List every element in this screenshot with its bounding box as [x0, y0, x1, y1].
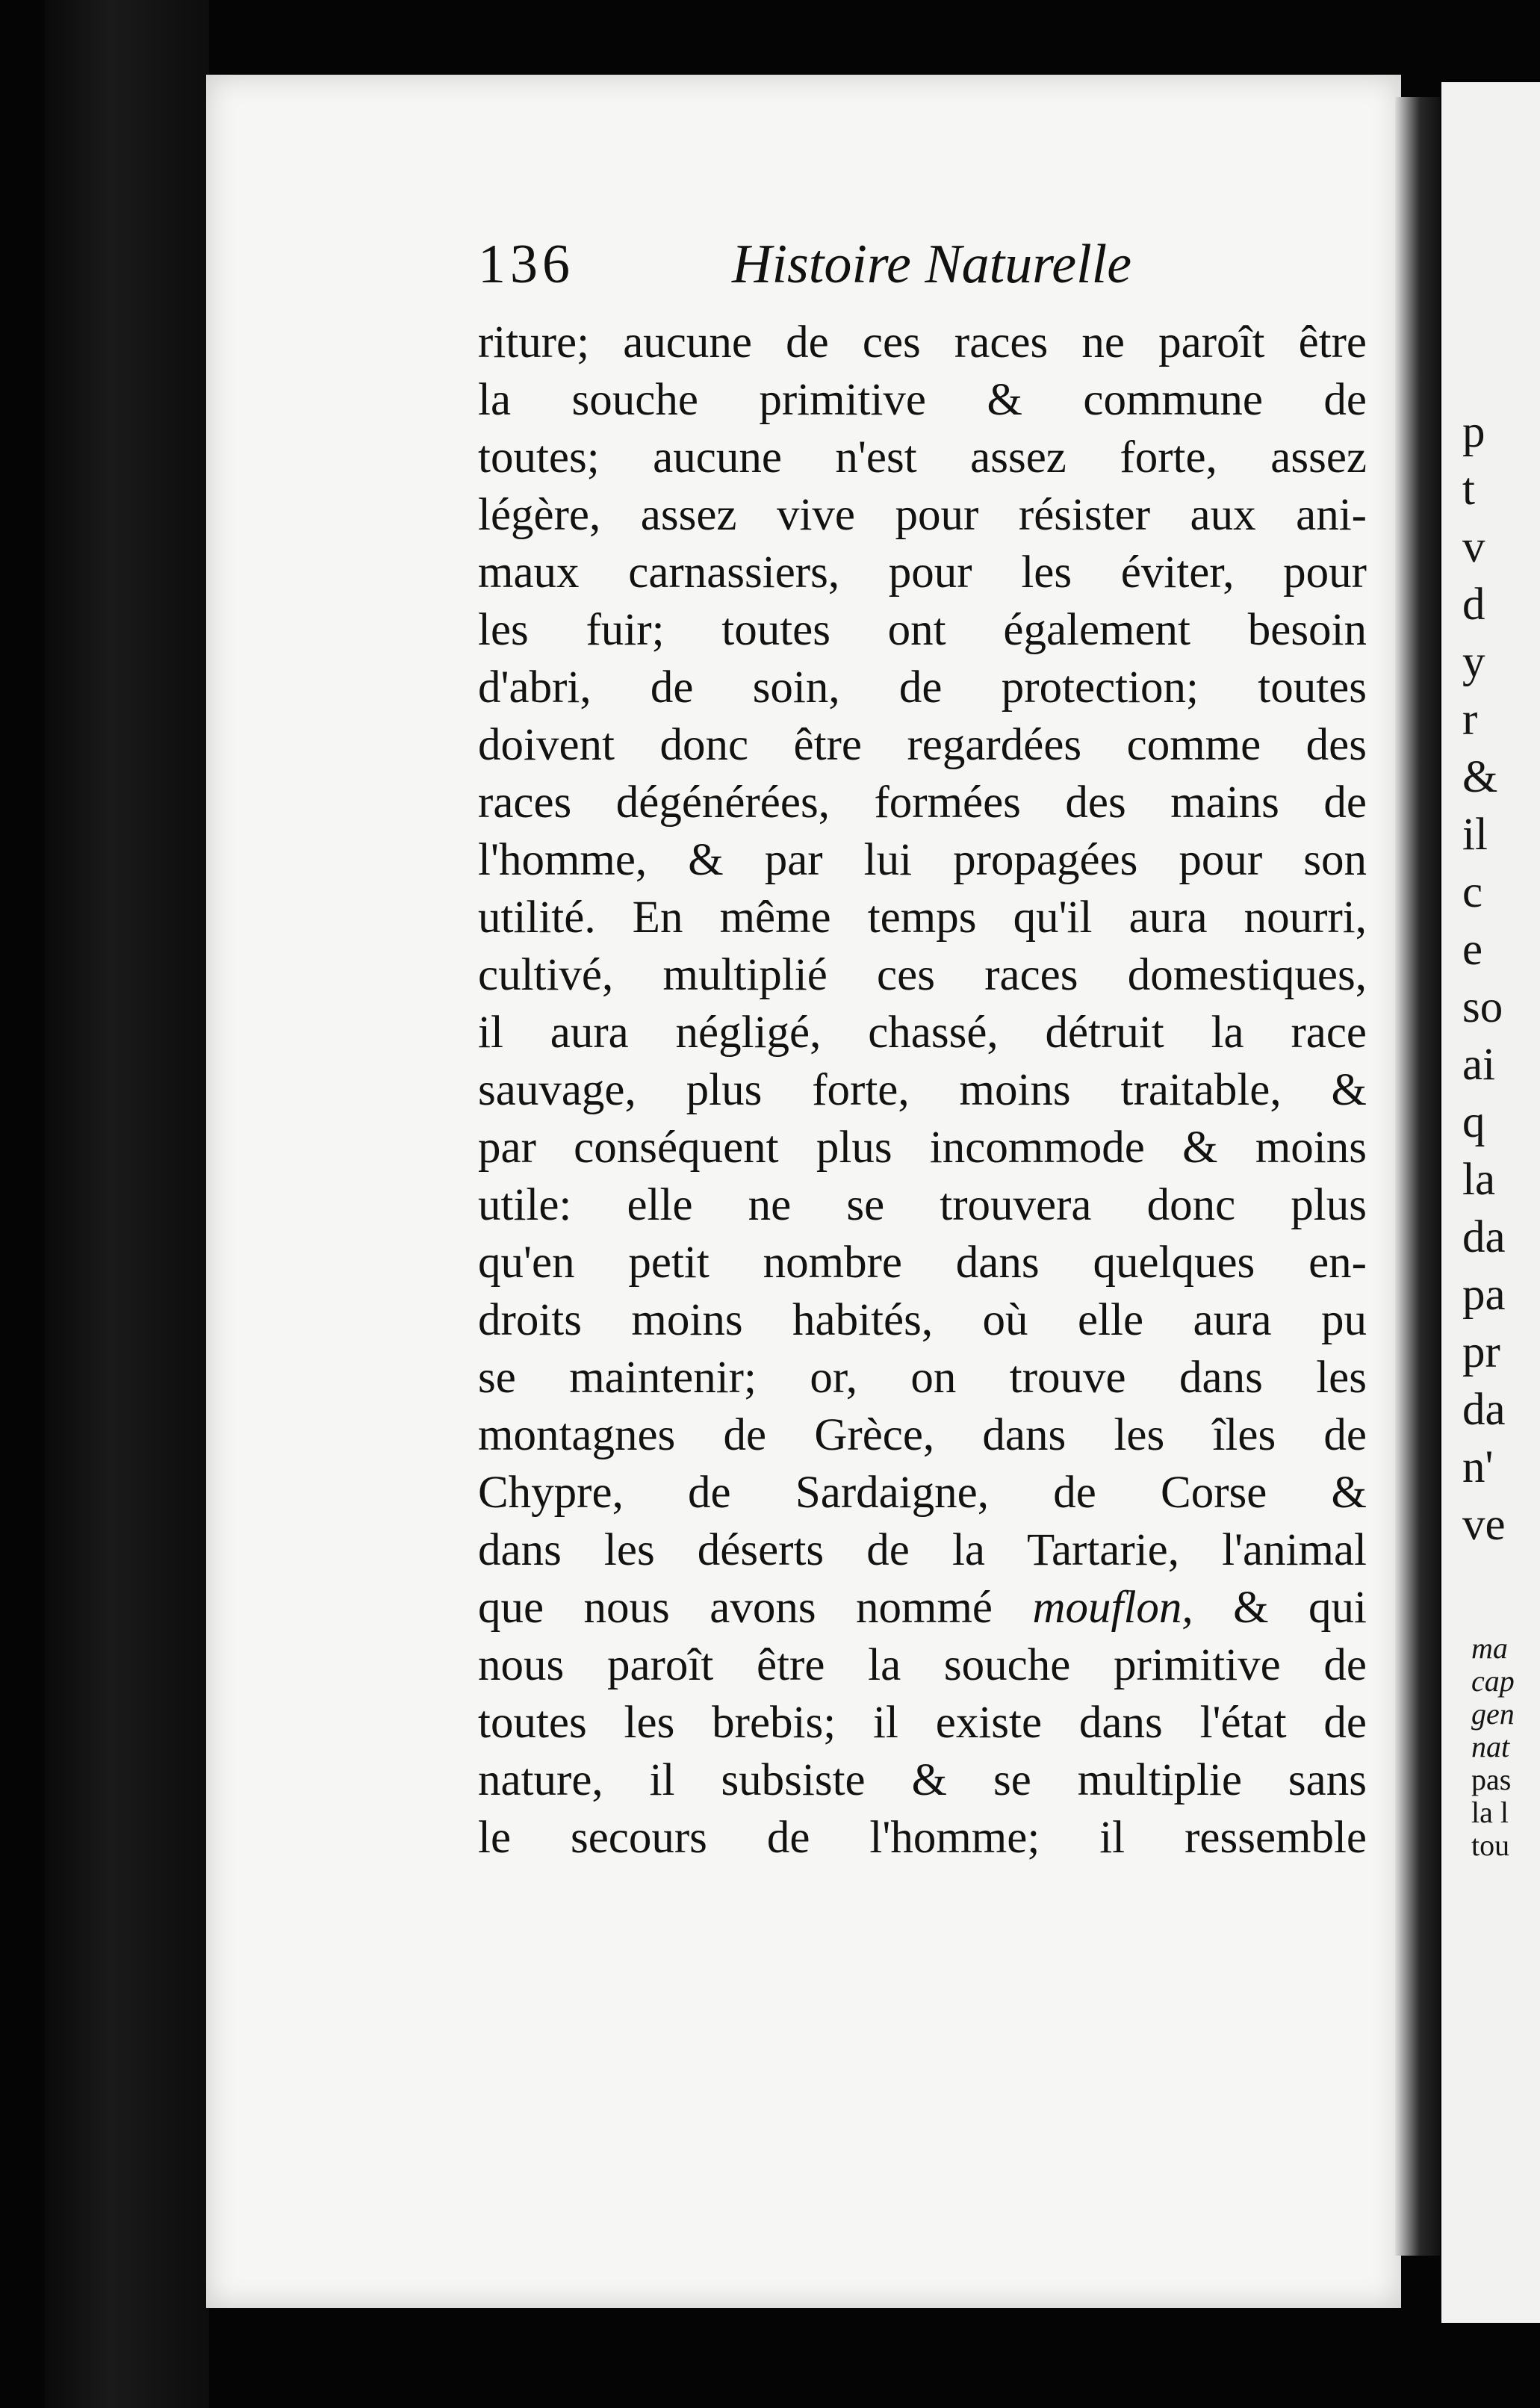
text-line: Chypre, de Sardaigne, de Corse &	[478, 1468, 1367, 1518]
text-line: par conséquent plus incommode & moins	[478, 1123, 1367, 1173]
page-header	[478, 233, 1300, 315]
adjacent-line: pa	[1462, 1270, 1506, 1320]
text-line: dans les déserts de la Tartarie, l'animal	[478, 1525, 1367, 1575]
text-segment: & qui	[1193, 1583, 1367, 1633]
text-line: se maintenir; or, on trouve dans les	[478, 1353, 1367, 1403]
adjacent-line: da	[1462, 1212, 1506, 1262]
adjacent-line: r	[1462, 695, 1478, 745]
italic-term-mouflon: mouflon,	[1032, 1583, 1193, 1633]
adjacent-note-line: ma	[1471, 1631, 1508, 1665]
adjacent-note-line: pas	[1471, 1763, 1512, 1796]
adjacent-line: q	[1462, 1097, 1485, 1147]
text-line: qu'en petit nombre dans quelques en-	[478, 1238, 1367, 1288]
adjacent-line: p	[1462, 407, 1485, 457]
text-line: sauvage, plus forte, moins traitable, &	[478, 1065, 1367, 1115]
adjacent-line: &	[1462, 752, 1498, 802]
text-line: droits moins habités, où elle aura pu	[478, 1295, 1367, 1345]
adjacent-line: ai	[1462, 1040, 1496, 1090]
text-line-mouflon	[478, 1579, 1367, 1636]
adjacent-line: ve	[1462, 1500, 1506, 1550]
text-line: doivent donc être regardées comme des	[478, 720, 1367, 770]
adjacent-note-line: la l	[1471, 1796, 1509, 1829]
adjacent-line: da	[1462, 1385, 1506, 1435]
text-line: d'abri, de soin, de protection; toutes	[478, 662, 1367, 713]
page-gutter	[1395, 97, 1440, 2256]
adjacent-page-text	[1462, 403, 1506, 1554]
adjacent-line: v	[1462, 522, 1485, 572]
adjacent-note-line: nat	[1471, 1730, 1510, 1763]
text-line: montagnes de Grèce, dans les îles de	[478, 1410, 1367, 1460]
running-title: Histoire Naturelle	[732, 234, 1132, 295]
adjacent-line: d	[1462, 580, 1485, 630]
text-line: nature, il subsiste & se multiplie sans	[478, 1755, 1367, 1805]
adjacent-line: e	[1462, 925, 1483, 975]
text-line: utilité. En même temps qu'il aura nourri,	[478, 893, 1367, 943]
text-line: maux carnassiers, pour les éviter, pour	[478, 547, 1367, 598]
text-line: cultivé, multiplié ces races domestiques,	[478, 950, 1367, 1000]
text-line: nous paroît être la souche primitive de	[478, 1640, 1367, 1690]
body-text	[478, 314, 1367, 1866]
text-line: utile: elle ne se trouvera donc plus	[478, 1180, 1367, 1230]
adjacent-note-line: gen	[1471, 1697, 1515, 1731]
adjacent-line: n'	[1462, 1442, 1494, 1492]
text-line: légère, assez vive pour résister aux ani-	[478, 490, 1367, 540]
adjacent-line: pr	[1462, 1327, 1500, 1377]
adjacent-line: so	[1462, 982, 1503, 1032]
text-line: les fuir; toutes ont également besoin	[478, 605, 1367, 655]
book-binding-shadow	[45, 0, 209, 2408]
text-line: toutes; aucune n'est assez forte, assez	[478, 432, 1367, 482]
text-line: il aura négligé, chassé, détruit la race	[478, 1008, 1367, 1058]
adjacent-note-line: cap	[1471, 1664, 1515, 1698]
text-line: riture; aucune de ces races ne paroît être	[478, 317, 1367, 367]
text-line: races dégénérées, formées des mains de	[478, 778, 1367, 828]
adjacent-line: il	[1462, 810, 1488, 860]
adjacent-line: t	[1462, 465, 1475, 515]
adjacent-note-line: tou	[1471, 1828, 1510, 1862]
text-line: toutes les brebis; il existe dans l'état de	[478, 1698, 1367, 1748]
text-segment: que nous avons nommé	[478, 1583, 1033, 1633]
page-number: 136	[478, 234, 574, 295]
text-line: la souche primitive & commune de	[478, 375, 1367, 425]
adjacent-line: la	[1462, 1155, 1496, 1205]
adjacent-line: c	[1462, 867, 1483, 917]
adjacent-line: y	[1462, 637, 1485, 687]
adjacent-page	[1441, 82, 1540, 2323]
text-line: l'homme, & par lui propagées pour son	[478, 835, 1367, 885]
text-line: le secours de l'homme; il ressemble	[478, 1813, 1367, 1863]
adjacent-page-footnote	[1471, 1632, 1515, 1862]
